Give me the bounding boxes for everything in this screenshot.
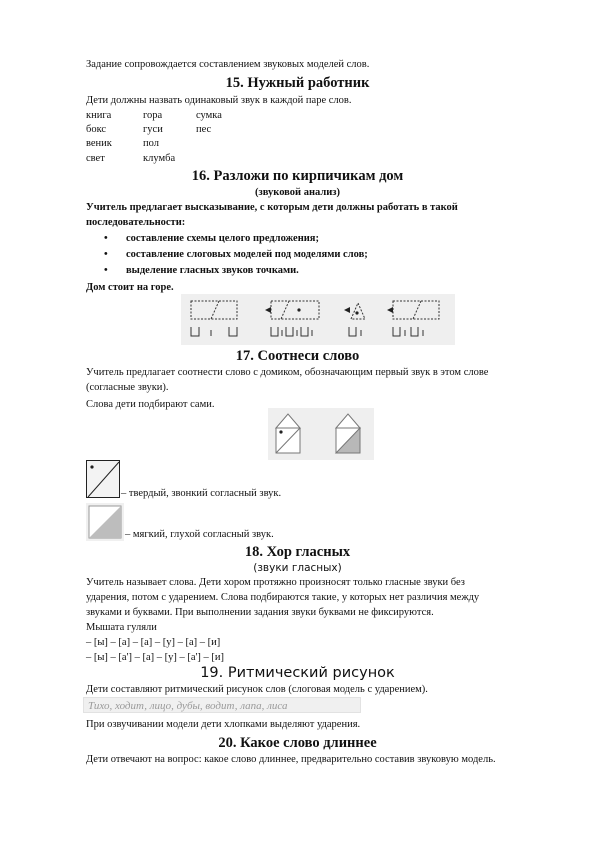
- word-cell: веник: [86, 138, 112, 149]
- section-15-text: Дети должны назвать одинаковый звук в каждой паре слов.: [86, 95, 352, 106]
- hard-consonant-icon: [86, 460, 120, 498]
- section-20-text: Дети отвечают на вопрос: какое слово длиннее, предварительно составив звуковую модель.: [86, 754, 496, 765]
- section-18-text-2: ударения, потом с ударением. Слова подбираются такие, у которых нет различия между: [86, 592, 480, 603]
- bullet-item: • составление схемы целого предложения;: [104, 233, 319, 244]
- section-17-text-3: Слова дети подбирают сами.: [86, 399, 215, 410]
- rhythm-words-image: Тихо, ходит, лицо, дубы, водит, лапа, лиса: [83, 697, 361, 713]
- section-19-text-1: Дети составляют ритмический рисунок слов (слоговая модель с ударением).: [86, 684, 428, 695]
- vowel-sequence-1: – [ы] – [а] – [а] – [у] – [а] – [и]: [86, 637, 221, 648]
- section-18-text-3: звуками и буквами. При выполнении задания звуки буквами не фиксируются.: [86, 607, 434, 618]
- section-19-text-2: При озвучивании модели дети хлопками выделяют ударения.: [86, 719, 361, 730]
- section-16-subtitle: (звуковой анализ): [255, 187, 340, 198]
- word-cell: пес: [196, 124, 212, 135]
- section-18-text-1: Учитель называет слова. Дети хором протяжно произносят только гласные звуки без: [86, 577, 465, 588]
- soft-consonant-legend: – мягкий, глухой согласный звук.: [125, 529, 274, 540]
- vowel-sequence-2: – [ы] – [а'] – [а] – [у] – [а'] – [и]: [86, 652, 225, 663]
- section-16-title: 16. Разложи по кирпичикам дом: [191, 168, 404, 184]
- word-cell: книга: [86, 110, 112, 121]
- example-sentence: Дом стоит на горе.: [86, 282, 174, 293]
- word-cell: пол: [143, 138, 159, 149]
- hard-consonant-legend: – твердый, звонкий согласный звук.: [121, 488, 282, 499]
- word-model-diagram: [181, 294, 455, 345]
- section-17-title: 17. Соотнеси слово: [235, 348, 360, 364]
- intro-text: Задание сопровождается составлением звуковых моделей слов.: [86, 59, 370, 70]
- word-cell: свет: [86, 153, 105, 164]
- soft-consonant-icon: [86, 503, 124, 541]
- word-cell: клумба: [143, 153, 176, 164]
- section-17-text-2: (согласные звуки).: [86, 382, 169, 393]
- section-18-title: 18. Хор гласных: [244, 544, 351, 560]
- section-16-text-1: Учитель предлагает высказывание, с которым дети должны работать в такой: [86, 202, 458, 213]
- bullet-item: • составление слоговых моделей под моделями слов;: [104, 249, 368, 260]
- section-17-text-1: Учитель предлагает соотнести слово с домиком, обозначающим первый звук в этом слове: [86, 367, 489, 378]
- section-18-subtitle: (звуки гласных): [253, 562, 342, 574]
- section-15-title: 15. Нужный работник: [225, 75, 370, 91]
- bullet-item: • выделение гласных звуков точками.: [104, 265, 299, 276]
- section-19-title: 19. Ритмический рисунок: [200, 665, 395, 681]
- section-20-title: 20. Какое слово длиннее: [218, 735, 377, 751]
- word-cell: бокс: [86, 124, 107, 135]
- section-16-text-2: последовательности:: [86, 217, 186, 228]
- section-18-example: Мышата гуляли: [86, 622, 157, 633]
- word-cell: гора: [143, 110, 163, 121]
- word-cell: гуси: [143, 124, 163, 135]
- house-models: [268, 408, 374, 460]
- word-cell: сумка: [196, 110, 222, 121]
